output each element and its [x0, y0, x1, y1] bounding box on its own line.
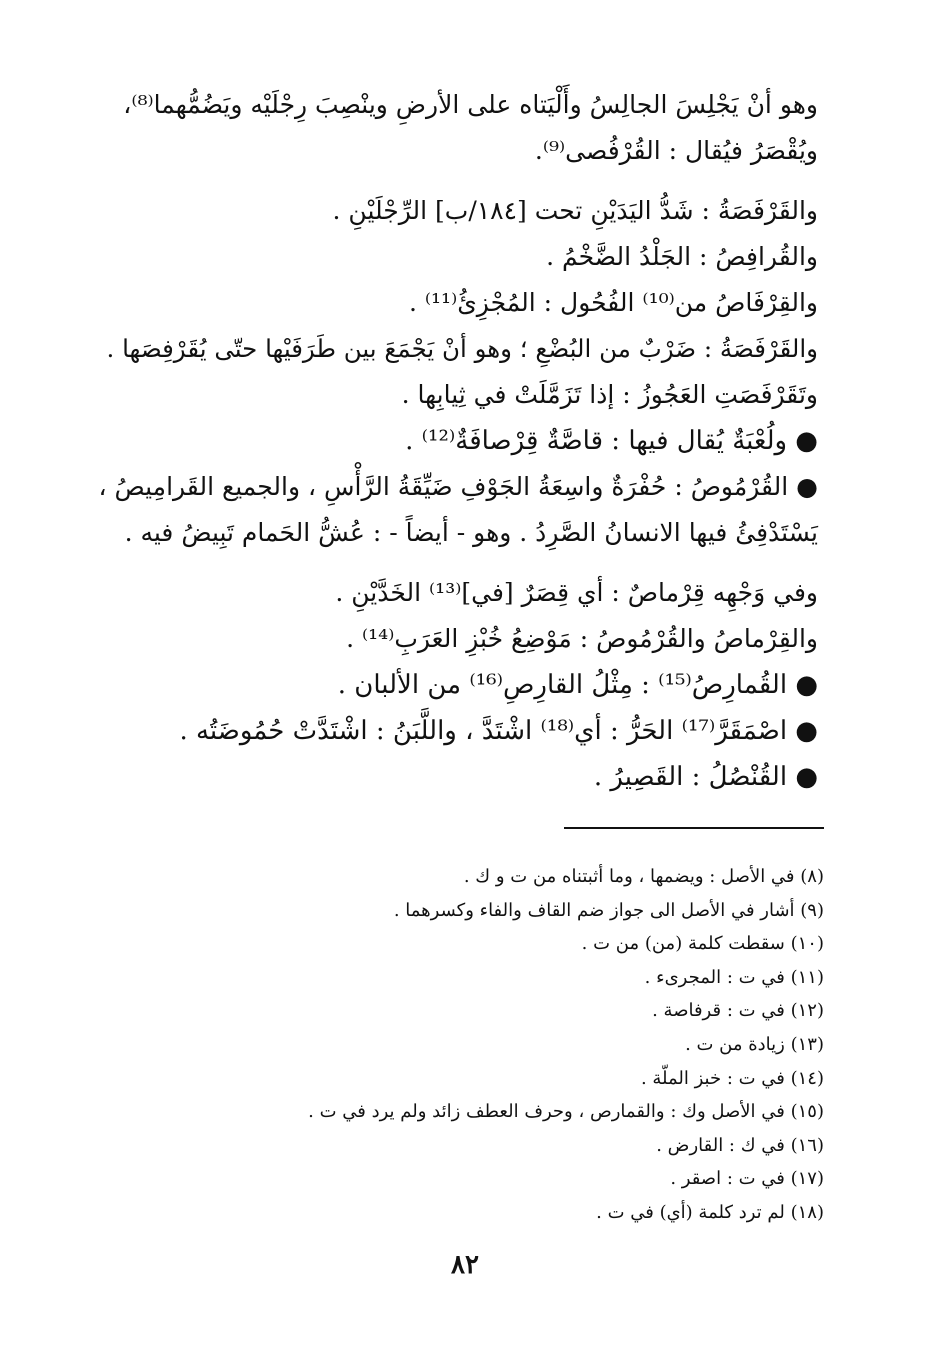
text-line: والقِرْفَاصُ من⁽¹⁰⁾ الفُحُول : المُجْزِئُ⁽¹¹⁾ .: [408, 288, 818, 317]
text-line: وتَقَرْفَصَتِ العَجُوزُ : إذا تَزَمَّلَتْ في ثِيابِها .: [401, 380, 818, 409]
footnote: (٨) في الأصل : ويضمها ، وما أثبتناه من ت و ك .: [463, 866, 824, 887]
footnote: (١١) في ت : المجرىء .: [644, 966, 824, 988]
text-line: والقَرْفَصَةُ : ضَرْبٌ من البُضْعِ ؛ وهو أنْ يَجْمَعَ بين طَرَفَيْها حتّى يُقَرْفِصَها .: [106, 334, 818, 363]
bullet-entry: ● اصْمَقَرَّ⁽¹⁷⁾ الحَرُّ : أي⁽¹⁸⁾ اشْتَدَّ ، واللَّبَنُ : اشْتَدَّتْ حُمُوضَتُه .: [179, 716, 818, 746]
footnote: (١٧) في ت : اصقر .: [670, 1168, 824, 1190]
footnote: (٩) أشار في الأصل الى جواز ضم القاف والفاء وكسرهما .: [393, 899, 824, 921]
footnote: (١٥) في الأصل وك : والقمارص ، وحرف العطف زائد ولم يرد في ت .: [308, 1101, 824, 1123]
text-line: وفي وَجْهِه قِرْماصٌ : أي قِصَرٌ [في]⁽¹³⁾ الخَدَّيْنِ .: [335, 578, 818, 607]
footnote: (١٤) في ت : خبز الملّة .: [640, 1067, 824, 1089]
text-line: يَسْتَدْفِئُ فيها الانسانُ الصَّرِدُ . وهو - أيضاً - : عُشُّ الحَمام تَبِيضُ فيه .: [124, 518, 818, 547]
text-line: ويُقْصَرُ فيُقال : القُرْفُصى⁽⁹⁾.: [534, 136, 818, 165]
text-line: والقِرْماصُ والقُرْمُوصُ : مَوْضِعُ خُبْزِ العَرَبِ⁽¹⁴⁾ .: [346, 624, 818, 653]
bullet-entry: ● القُمارِصُ⁽¹⁵⁾ : مِثْلُ القارِصِ⁽¹⁶⁾ من الألبان .: [337, 670, 818, 700]
page-number: ٨٢: [451, 1250, 479, 1280]
text-line: والقَرْفَصَةُ : شَدُّ اليَدَيْنِ تحت [١٨٤/ب] الرِّجْلَيْنِ .: [332, 196, 818, 225]
text-line: والقُرافِصُ : الجَلْدُ الضَّخْمُ .: [546, 242, 818, 271]
footnote: (١٦) في ك : القارض .: [656, 1134, 824, 1156]
footnote-separator: [564, 827, 824, 829]
text-line: وهو أنْ يَجْلِسَ الجالِسُ وأَلْيَتاه على الأرضِ وينْصِبَ رِجْلَيْه ويَضُمُّهما⁽⁸⁾،: [123, 90, 818, 119]
paragraph-gap: [96, 174, 818, 188]
footnotes: [124, 860, 824, 1230]
footnote: (١٨) لم ترد كلمة (أي) في ت .: [596, 1201, 824, 1223]
footnote: (١٣) زيادة من ت .: [685, 1033, 824, 1055]
paragraph-gap: [96, 556, 818, 570]
main-text: [96, 82, 818, 800]
footnote: (١٢) في ت : قرفاصة .: [652, 1000, 824, 1022]
bullet-entry: ● ولُعْبَةٌ يُقال فيها : قاصَّةٌ قِرْصافَةٌ⁽¹²⁾ .: [405, 426, 818, 456]
bullet-entry: ● القُنْصُلُ : القَصِيرُ .: [593, 762, 818, 792]
bullet-entry: ● القُرْمُوصُ : حُفْرَةٌ واسِعَةُ الجَوْفِ ضَيِّقَةُ الرَّأْسِ ، والجميع القَرامِيصُ ،: [98, 472, 818, 501]
footnote: (١٠) سقطت كلمة (من) من ت .: [581, 933, 824, 955]
